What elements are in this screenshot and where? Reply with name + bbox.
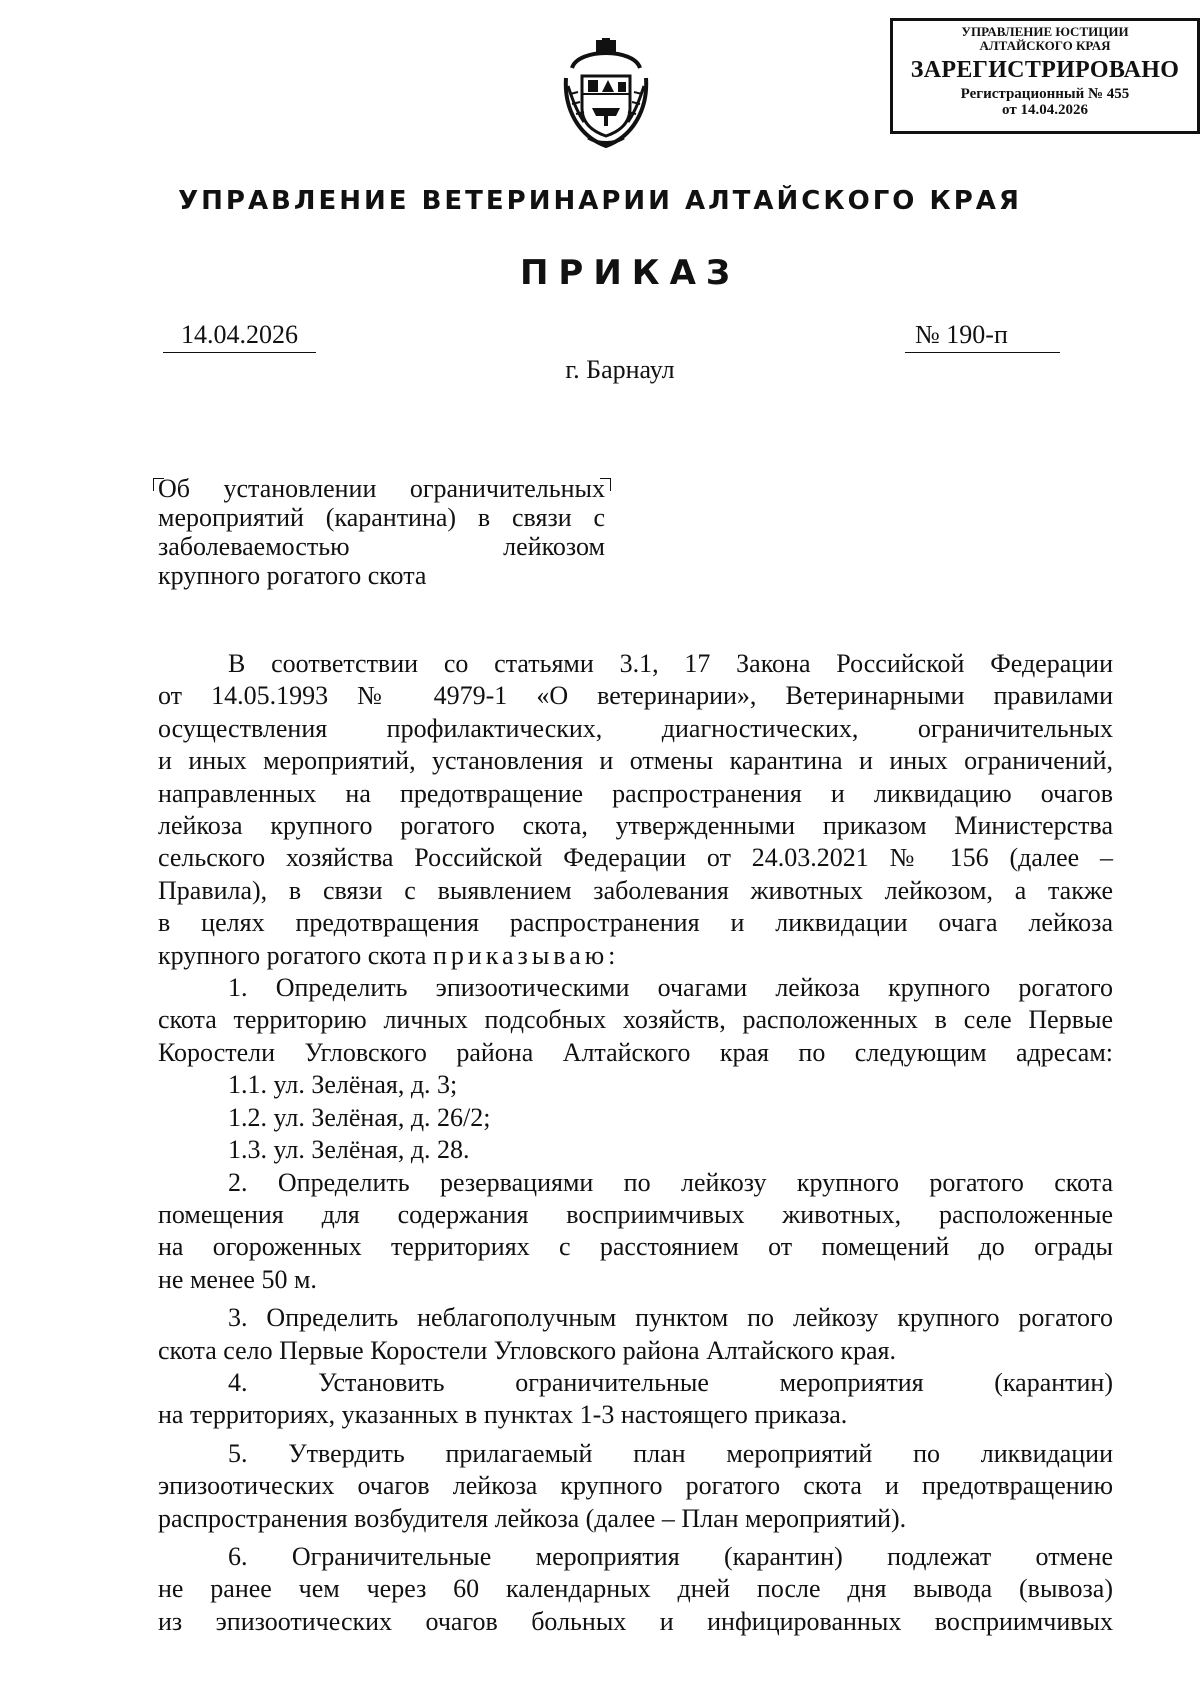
- agency-name: УПРАВЛЕНИЕ ВЕТЕРИНАРИИ АЛТАЙСКОГО КРАЯ: [178, 186, 1022, 216]
- order-keyword: приказываю:: [432, 940, 620, 970]
- body-line: осуществления профилактических, диагностических, ограничительных: [158, 713, 1113, 743]
- item-6-line: 6. Ограничительные мероприятия (карантин) подлежат отмене: [228, 1541, 1113, 1571]
- coat-of-arms-icon: [558, 38, 654, 150]
- subitem-1-2: 1.2. ул. Зелёная, д. 26/2;: [228, 1102, 491, 1132]
- item-4-line: 4. Установить ограничительные мероприятия (карантин): [228, 1367, 1113, 1397]
- item-2-line: не менее 50 м.: [158, 1264, 317, 1294]
- document-title: [158, 474, 605, 590]
- stamp-reg-number: Регистрационный № 455: [960, 85, 1130, 102]
- subitem-1-3: 1.3. ул. Зелёная, д. 28.: [228, 1135, 470, 1165]
- item-6-line: из эпизоотических очагов больных и инфицированных восприимчивых: [158, 1606, 1113, 1636]
- title-line: заболеваемостью лейкозом: [158, 532, 605, 561]
- title-line: Об установлении ограничительных: [158, 474, 605, 503]
- document-type: ПРИКАЗ: [519, 253, 741, 293]
- body-line: Правила), в связи с выявлением заболевания животных лейкозом, а также: [158, 875, 1113, 905]
- item-5-line: эпизоотических очагов лейкоза крупного рогатого скота и предотвращению: [158, 1471, 1113, 1501]
- item-1-line: 1. Определить эпизоотическими очагами лейкоза крупного рогатого: [228, 973, 1113, 1003]
- title-line: мероприятий (карантина) в связи с: [158, 503, 605, 532]
- item-2-line: помещения для содержания восприимчивых животных, расположенные: [158, 1199, 1113, 1229]
- subitem-1-1: 1.1. ул. Зелёная, д. 3;: [228, 1070, 458, 1100]
- body-line: лейкоза крупного рогатого скота, утвержденными приказом Министерства: [158, 811, 1113, 841]
- document-number: № 190-п: [905, 318, 1060, 353]
- document-city: г. Барнаул: [565, 355, 675, 384]
- item-4-line: на территориях, указанных в пунктах 1-3 настоящего приказа.: [158, 1400, 848, 1430]
- item-3-line: скота село Первые Коростели Угловского района Алтайского края.: [158, 1335, 896, 1365]
- body-line: от 14.05.1993 № 4979-1 «О ветеринарии», Ветеринарными правилами: [158, 681, 1113, 711]
- stamp-status: ЗАРЕГИСТРИРОВАНО: [910, 56, 1180, 83]
- item-5-line: 5. Утвердить прилагаемый план мероприятий по ликвидации: [228, 1438, 1113, 1468]
- body-line: [158, 940, 1113, 972]
- stamp-authority-line1: УПРАВЛЕНИЕ ЮСТИЦИИ: [961, 24, 1129, 39]
- stamp-authority-line2: АЛТАЙСКОГО КРАЯ: [979, 38, 1111, 54]
- intro-last-prefix: крупного рогатого скота: [158, 940, 427, 970]
- item-3-line: 3. Определить неблагополучным пунктом по лейкозу крупного рогатого: [228, 1303, 1113, 1333]
- document-body: [158, 648, 1113, 1638]
- body-line: направленных на предотвращение распространения и ликвидацию очагов: [158, 778, 1113, 808]
- registration-stamp: [890, 18, 1200, 134]
- body-line: в целях предотвращения распространения и ликвидации очага лейкоза: [158, 908, 1113, 938]
- title-line: крупного рогатого скота: [158, 561, 427, 590]
- item-2-line: 2. Определить резервациями по лейкозу крупного рогатого скота: [228, 1167, 1113, 1197]
- item-6-line: не ранее чем через 60 календарных дней после дня вывода (вывоза): [158, 1574, 1113, 1604]
- item-1-line: скота территорию личных подсобных хозяйств, расположенных в селе Первые: [158, 1005, 1113, 1035]
- item-5-line: распространения возбудителя лейкоза (далее – План мероприятий).: [158, 1503, 907, 1533]
- body-line: В соответствии со статьями 3.1, 17 Закона Российской Федерации: [228, 649, 1113, 678]
- body-line: и иных мероприятий, установления и отмены карантина и иных ограничений,: [158, 746, 1113, 776]
- document-date: 14.04.2026: [163, 318, 316, 353]
- body-line: сельского хозяйства Российской Федерации от 24.03.2021 № 156 (далее –: [158, 843, 1113, 873]
- stamp-reg-date: от 14.04.2026: [1002, 102, 1088, 119]
- item-2-line: на огороженных территориях с расстоянием от помещений до ограды: [158, 1232, 1113, 1262]
- item-1-line: Коростели Угловского района Алтайского края по следующим адресам:: [158, 1037, 1113, 1067]
